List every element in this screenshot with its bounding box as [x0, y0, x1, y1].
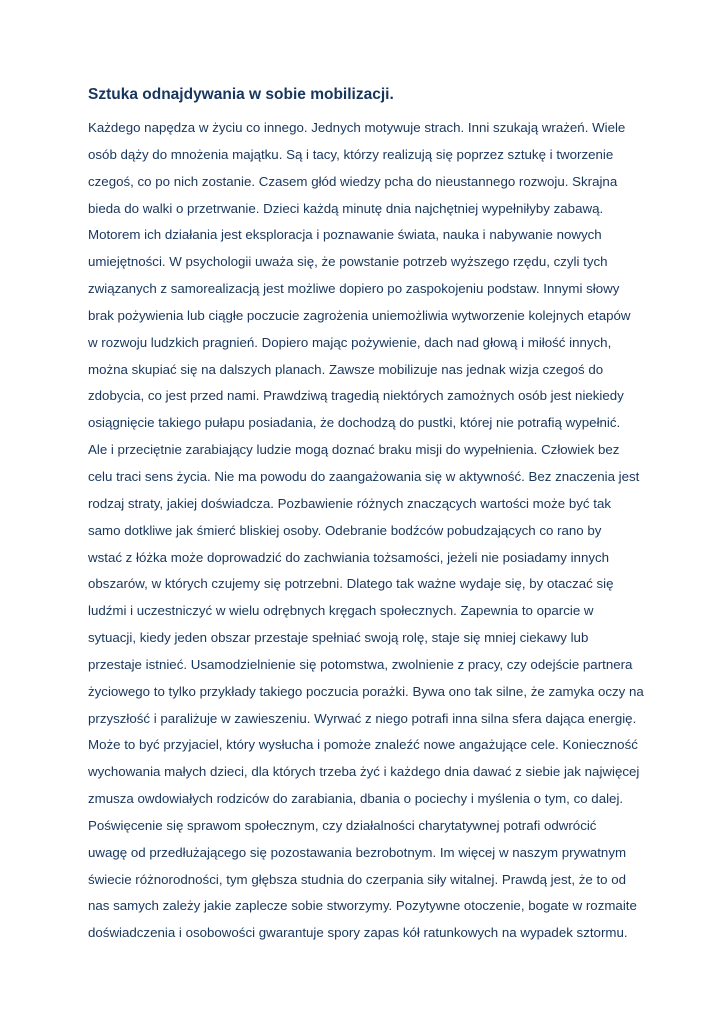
- paragraph-line: Każdego napędza w życiu co innego. Jednych motywuje strach. Inni szukają wrażeń. Wiele: [88, 120, 626, 135]
- paragraph-line: sytuacji, kiedy jeden obszar przestaje spełniać swoją rolę, staje się mniej ciekawy lub: [88, 630, 589, 646]
- paragraph-line: zdobycia, co jest przed nami. Prawdziwą tragedią niektórych zamożnych osób jest niekiedy: [88, 388, 624, 404]
- paragraph-line: Może to być przyjaciel, który wysłucha i pomoże znaleźć nowe angażujące cele. Konieczność: [88, 737, 638, 753]
- paragraph-line: uwagę od przedłużającego się pozostawania bezrobotnym. Im więcej w naszym prywatnym: [88, 844, 627, 860]
- paragraph-line: życiowego to tylko przykłady takiego poczucia porażki. Bywa ono tak silne, że zamyka oczy na: [88, 683, 644, 699]
- paragraph-line: przyszłość i paraliżuje w zawieszeniu. Wyrwać z niego potrafi inna silna sfera dająca energię.: [88, 710, 637, 726]
- paragraph-line: bieda do walki o przetrwanie. Dzieci każdą minutę dnia najchętniej wypełniłyby zabawą.: [88, 200, 604, 216]
- paragraph-line: brak pożywienia lub ciągłe poczucie zagrożenia uniemożliwia wytworzenie kolejnych etapów: [88, 307, 631, 323]
- paragraph-line: zmusza owdowiałych rodziców do zarabiania, dbania o pociechy i myślenia o tym, co dalej.: [88, 791, 624, 807]
- paragraph-line: Motorem ich działania jest eksploracja i poznawanie świata, nauka i nabywanie nowych: [88, 227, 602, 243]
- paragraph-line: ludźmi i uczestniczyć w wielu odrębnych kręgach społecznych. Zapewnia to oparcie w: [88, 603, 594, 619]
- paragraph-line: samo dotkliwe jak śmierć bliskiej osoby. Odebranie bodźców pobudzających co rano by: [88, 522, 602, 538]
- paragraph-line: świecie różnorodności, tym głębsza studnia do czerpania siły witalnej. Prawdą jest, że to od: [88, 871, 627, 887]
- paragraph-line: osób dąży do mnożenia majątku. Są i tacy, którzy realizują się poprzez sztukę i tworzenie: [88, 146, 614, 162]
- paragraph-line: czegoś, co po nich zostanie. Czasem głód wiedzy pcha do nieustannego rozwoju. Skrajna: [88, 173, 618, 189]
- paragraph-line: Poświęcenie się sprawom społecznym, czy działalności charytatywnej potrafi odwrócić: [88, 817, 597, 833]
- paragraph-line: Ale i przeciętnie zarabiający ludzie mogą doznać braku misji do wypełnienia. Człowiek bez: [88, 442, 620, 458]
- paragraph-line: obszarów, w których czujemy się potrzebni. Dlatego tak ważne wydaje się, by otaczać się: [88, 576, 614, 592]
- paragraph-line: doświadczenia i osobowości gwarantuje spory zapas kół ratunkowych na wypadek sztormu.: [88, 925, 628, 941]
- body-paragraph: [88, 115, 648, 947]
- paragraph-line: nas samych zależy jakie zaplecze sobie stworzymy. Pozytywne otoczenie, bogate w rozmaite: [88, 898, 637, 914]
- paragraph-line: wstać z łóżka może doprowadzić do zachwiania tożsamości, jeżeli nie posiadamy innych: [88, 549, 610, 565]
- paragraph-line: w rozwoju ludzkich pragnień. Dopiero mając pożywienie, dach nad głową i miłość innych,: [88, 334, 612, 350]
- document-title: Sztuka odnajdywania w sobie mobilizacji.: [88, 86, 394, 103]
- paragraph-line: rodzaj straty, jakiej doświadcza. Pozbawienie różnych znaczących wartości może być tak: [88, 495, 611, 511]
- paragraph-line: celu traci sens życia. Nie ma powodu do zaangażowania się w aktywność. Bez znaczenia jest: [88, 468, 640, 484]
- paragraph-line: przestaje istnieć. Usamodzielnienie się potomstwa, zwolnienie z pracy, czy odejście partnera: [88, 656, 633, 672]
- paragraph-line: umiejętności. W psychologii uważa się, że powstanie potrzeb wyższego rzędu, czyli tych: [88, 254, 608, 270]
- paragraph-line: osiągnięcie takiego pułapu posiadania, że dochodzą do pustki, której nie potrafią wypełnić.: [88, 415, 621, 431]
- paragraph-line: można skupiać się na dalszych planach. Zawsze mobilizuje nas jednak wizja czegoś do: [88, 361, 604, 377]
- paragraph-line: wychowania małych dzieci, dla których trzeba żyć i każdego dnia dawać z siebie jak najwięcej: [88, 764, 640, 780]
- paragraph-line: związanych z samorealizacją jest możliwe dopiero po zaspokojeniu podstaw. Innymi słowy: [88, 281, 620, 297]
